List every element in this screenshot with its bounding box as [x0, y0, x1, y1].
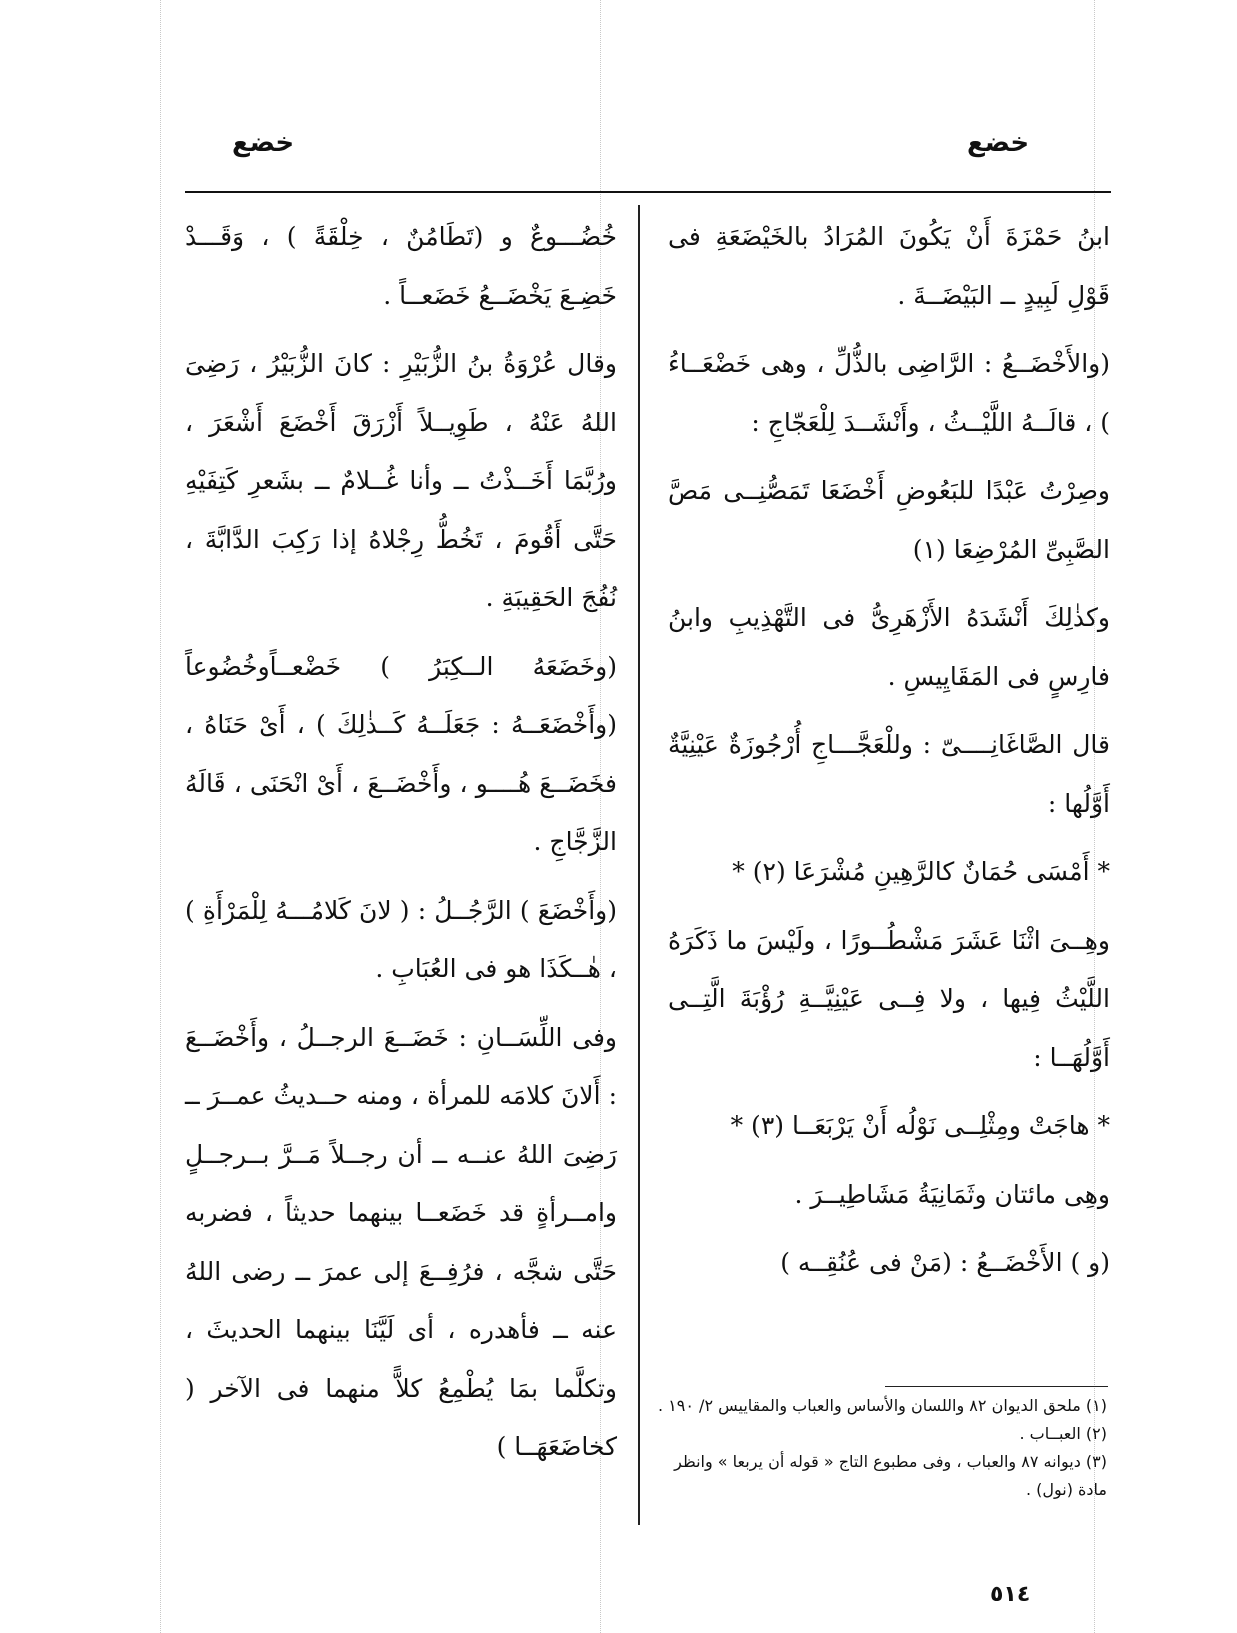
verse: * هاجَتْ ومِثْلِــى نَوْلُه أَنْ يَرْبَعَــا (٣) *: [730, 1111, 1110, 1140]
footnote: (١) ملحق الديوان ٨٢ واللسان والأساس والعباب والمقاييس ٢/ ١٩٠ .: [658, 1396, 1107, 1415]
paragraph: وقال عُرْوَةُ بنُ الزُّبَيْرِ : كانَ الزُّبَيْرُ ، رَضِىَ اللهُ عَنْهُ ، طَوِيــلاً أَزْرَقَ أَخْضَعَ أَشْعَرَ ، ورُبَّمَا أَخَــذْتُ ــ وأنا غُــلامٌ ــ بشَعرِ كَتِفَيْهِ حَتَّى أَقُومَ ، تَخُطُّ رِجْلاهُ إذا رَكِبَ الدَّابَّةَ ، نُفُجَ الحَقِيبَةِ .: [185, 349, 617, 612]
header-rule: [185, 191, 1111, 193]
paragraph: وكذٰلِكَ أَنْشَدَهُ الأَزْهَرِىُّ فى التَّهْذِيبِ وابنُ فارِسٍ فى المَقَايِيسِ .: [668, 603, 1110, 691]
page-number: ٥١٤: [990, 1582, 1031, 1607]
running-header-right: خضع: [967, 128, 1030, 158]
verse: وصِرْتُ عَبْدًا للبَعُوضِ أَخْضَعَا تَمَصُّنِــى مَصَّ الصَّبِىِّ المُرْضِعَا (١): [668, 476, 1110, 564]
paragraph: (والأَخْضَــعُ : الرَّاضِى بالذُّلِّ ، وهى خَضْعَــاءُ ) ، قالَــهُ اللَّيْــثُ ، وأَنْشَــدَ لِلْعَجّاجِ :: [668, 349, 1110, 437]
paragraph: وهِى مائتان وثَمَانِيَةُ مَشَاطِيــرَ .: [794, 1179, 1110, 1209]
paragraph: (و ) الأَخْضَــعُ : (مَنْ فى عُنُقِــه ): [780, 1248, 1110, 1277]
verse: * أَمْسَى حُمَانٌ كالرَّهِينِ مُشْرَعَا (٢) *: [732, 857, 1110, 886]
left-column: [185, 208, 617, 1487]
footnote-rule: [885, 1386, 1108, 1387]
column-divider: [638, 205, 640, 1525]
paragraph: خُضُـــوعٌ و (تَطَامُنٌ ، خِلْقَةً ) ، وَقَـــدْ خَضِـعَ يَخْضَــعُ خَضَعــاً .: [185, 222, 617, 310]
scan-artifact-line: [160, 0, 161, 1633]
paragraph: وفى اللِّسَــانِ : خَضَــعَ الرجــلُ ، وأَخْضَــعَ : أَلانَ كلامَه للمرأة ، ومنه حــديثُ عمــرَ ــ رَضِىَ اللهُ عنــه ــ أن رجــلاً مَــرَّ بــرجــلٍ وامــرأةٍ قد خَضَعــا بينهما حديثاً ، فضربه حَتَّى شجَّه ، فرُفِــعَ إلى عمرَ ــ رضى اللهُ عنه ــ فأهدره ، أى لَيَّنَا بينهما الحديثَ ، وتكلَّما بمَا يُطْمِعُ كلاًّ منهما فى الآخر ( كخاضَعَهَــا ): [185, 1022, 617, 1461]
paragraph: (وأَخْضَعَ ) الرَّجُــلُ : ( لانَ كَلامُـــهُ لِلْمَرْأَةِ ) ، هٰــكَذَا هو فى العُبَابِ .: [185, 895, 617, 983]
running-header-left: خضع: [232, 128, 295, 158]
paragraph: وهِــىَ اثْنَا عَشَرَ مَشْطُــورًا ، ولَيْسَ ما ذَكَرَهُ اللَّيْثُ فِيها ، ولا فِــى عَيْنِيَّــةِ رُؤْبَةَ الَّتِــى أَوَّلُهَــا :: [668, 925, 1110, 1072]
right-column: [668, 208, 1110, 1303]
footnote: (٢) العبــاب .: [1019, 1424, 1107, 1443]
paragraph: (وخَضَعَهُ الــكِبَرُ ) خَضْعــاًوخُضُوعاً (وأَخْضَعَــهُ : جَعَلَــهُ كَــذٰلِكَ ) ، أَىْ حَنَاهُ ، فخَضَــعَ هُــــو ، وأَخْضَــعَ ، أَىْ انْحَنَى ، قَالَهُ الزَّجَّاجِ .: [185, 651, 617, 856]
footnote: (٣) ديوانه ٨٧ والعباب ، وفى مطبوع التاج « قوله أن يربعا » وانظر مادة (نول) .: [674, 1452, 1107, 1499]
paragraph: ابنُ حَمْزَةَ أَنْ يَكُونَ المُرَادُ بالخَيْضَعَةِ فى قَوْلِ لَبِيدٍ ــ البَيْضَــةَ .: [668, 222, 1110, 310]
paragraph: قال الصَّاغَانِــــىّ : وللْعَجَّـــاجِ أُرْجُوزَةٌ عَيْنِيَّةٌ أَوَّلُها :: [668, 730, 1110, 818]
footnotes: [655, 1392, 1107, 1504]
